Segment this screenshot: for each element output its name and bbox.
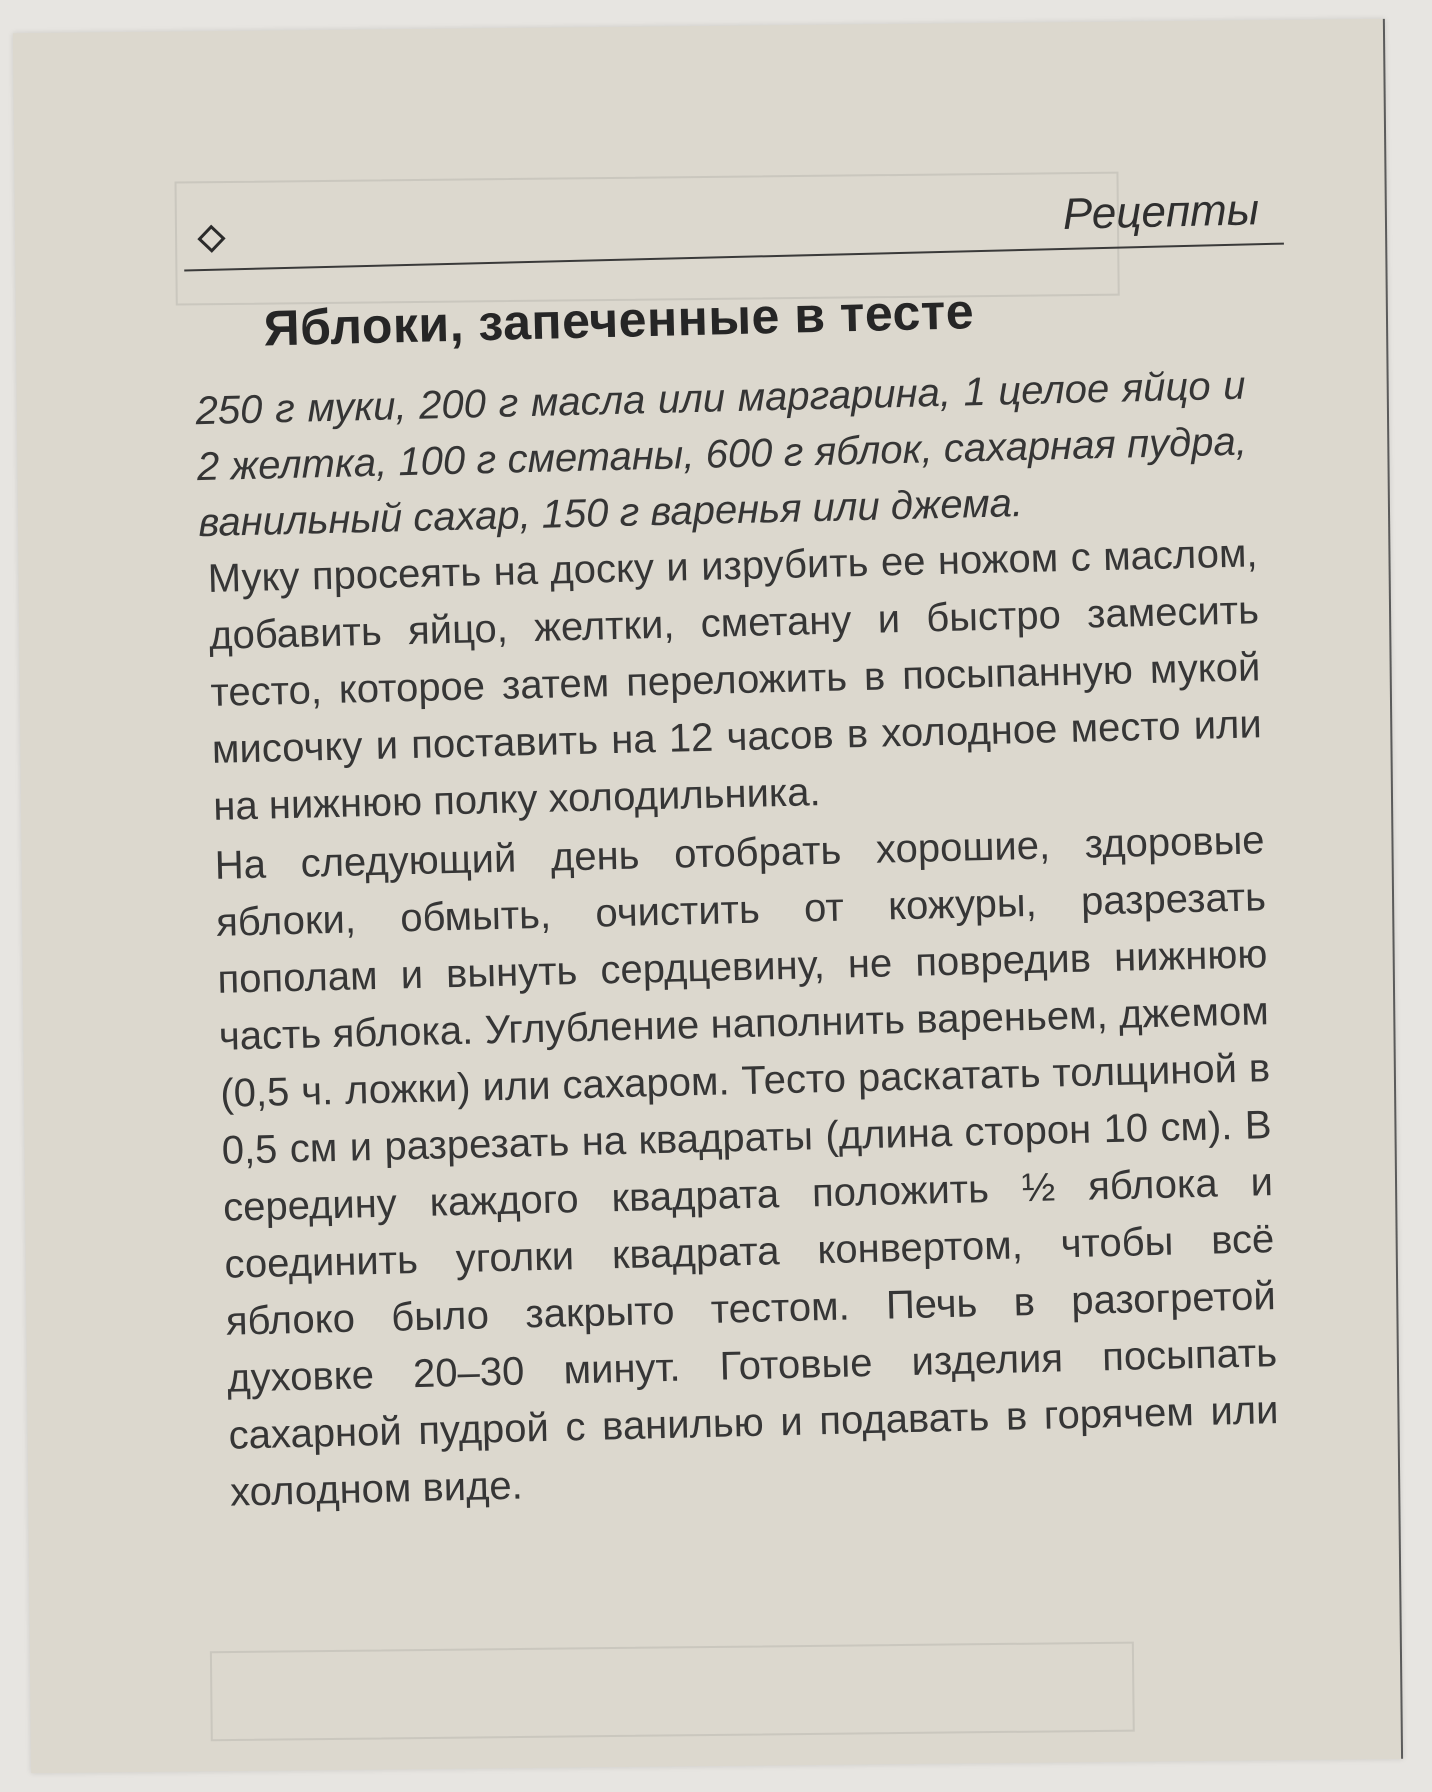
diamond-icon [197,225,225,253]
ingredients-list [195,358,1249,552]
instruction-paragraph-2: На следующий день отобрать хорошие, здоровые яблоки, обмыть, очистить от кожуры, разрезать пополам и вынуть сердцевину, не повредив нижнюю часть яблока. Углубление наполнить вареньем, джемом (0,5 ч. ложки) или сахаром. Тесто раскатать толщиной в 0,5 см и разрезать на квадраты (длина сторон 10 см). В середину каждого квадрата положить ½ яблока и соединить уголки квадрата конвертом, чтобы всё яблоко было закрыто тестом. Печь в разогретой духовке 20–30 минут. Готовые изделия посыпать сахарной пудрой с ванилью и подавать в горячем или холодном виде. [214,818,1279,1515]
newspaper-clipping [13,19,1403,1773]
instruction-paragraph-1: Муку просеять на доску и изрубить ее ножом с маслом, добавить яйцо, желтки, сметану и быстро замесить тесто, которое затем переложить в посыпанную мукой мисочку и поставить на 12 часов в холодное место или на нижнюю полку холодильника. [207,531,1263,829]
ingredients-text: 250 г муки, 200 г масла или маргарина, 1 целое яйцо и 2 желтка, 100 г сметаны, 600 г яблок, сахарная пудра, ванильный сахар, 150 г варенья или джема. [195,363,1248,546]
recipe-title: Яблоки, запеченные в тесте [263,283,975,357]
recipe-article [183,185,1315,1522]
recipe-instructions [207,525,1280,1521]
paper-edge [1383,19,1403,1759]
section-label: Рецепты [1062,185,1260,239]
bleed-through-frame-bottom [210,1642,1135,1742]
